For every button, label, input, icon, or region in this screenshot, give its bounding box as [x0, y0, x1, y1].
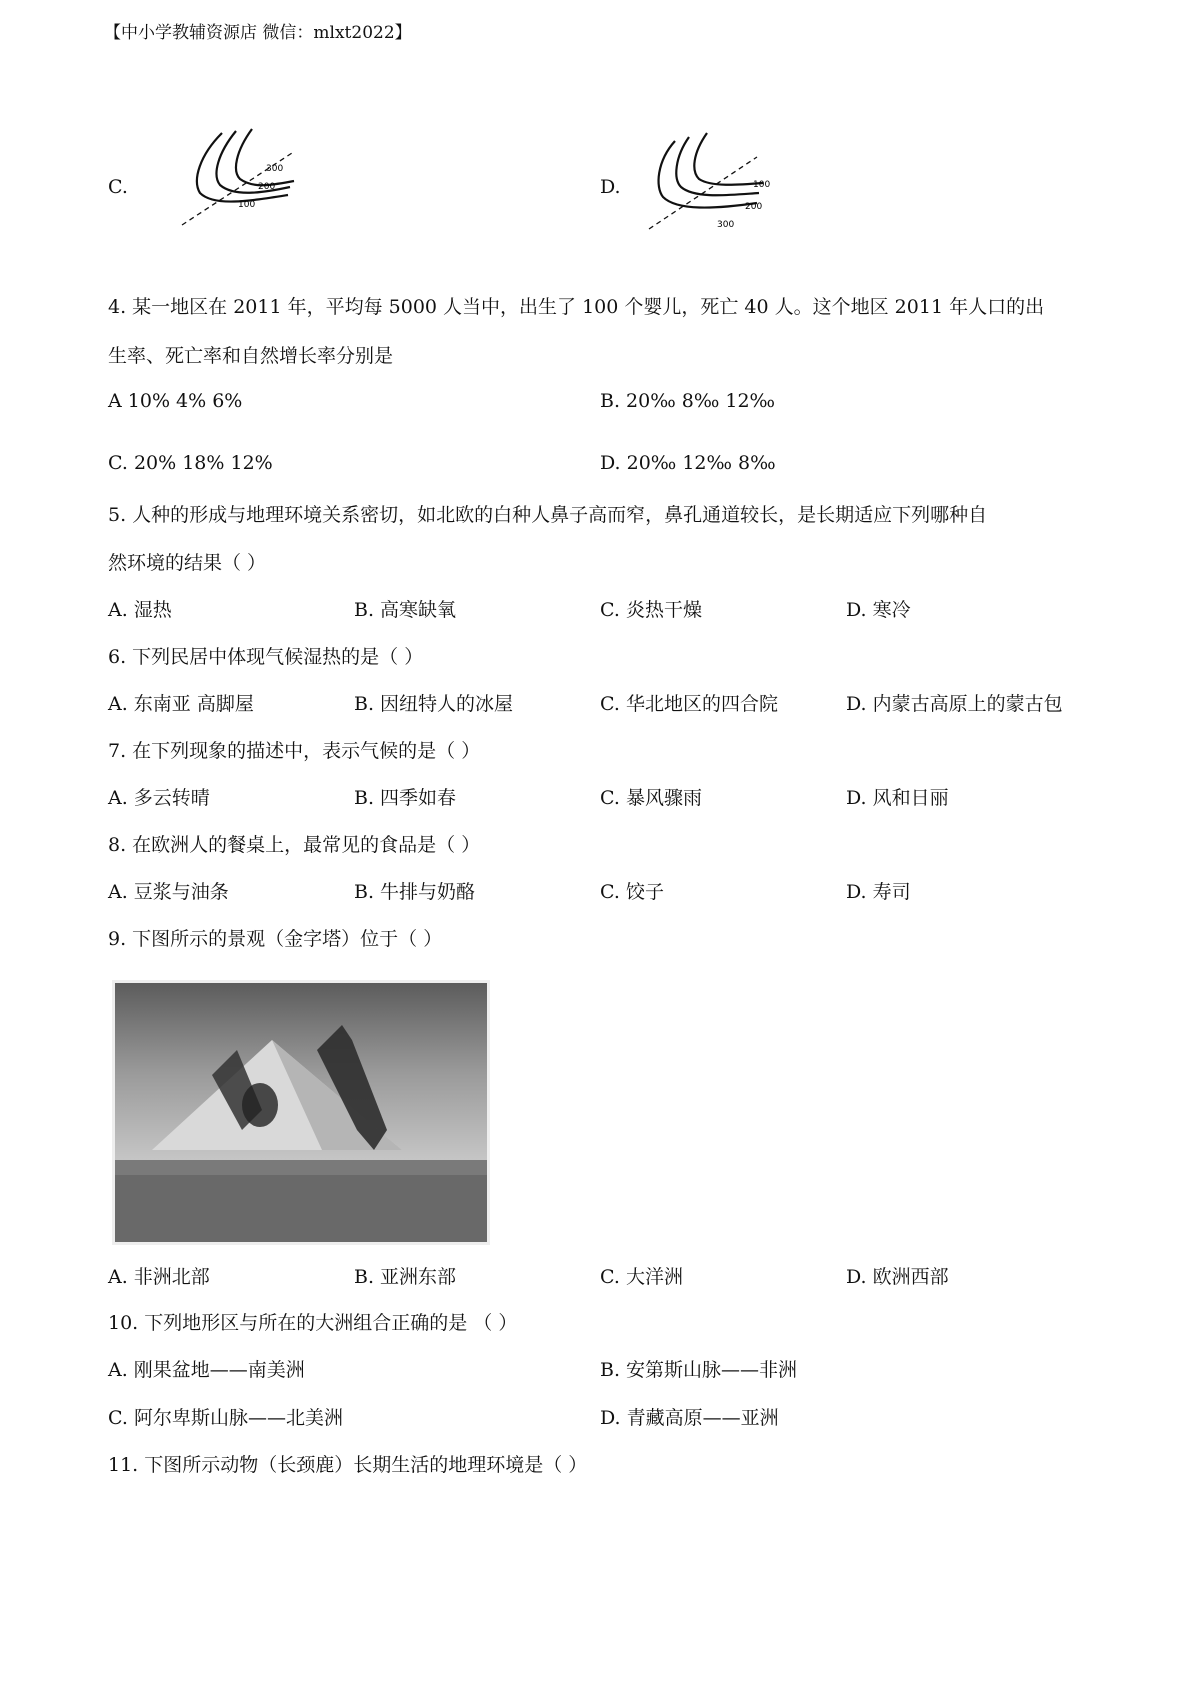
q6-option-b[interactable]: B. 因纽特人的冰屋 [354, 693, 514, 715]
q7-option-b[interactable]: B. 四季如春 [354, 787, 457, 809]
q10-option-b[interactable]: B. 安第斯山脉——非洲 [600, 1359, 798, 1381]
contour-line-100 [694, 133, 763, 185]
pyramid-photo [112, 980, 490, 1245]
q9-option-d[interactable]: D. 欧洲西部 [846, 1266, 949, 1288]
q5-question-line-1: 5. 人种的形成与地理环境关系密切，如北欧的白种人鼻子高而窄，鼻孔通道较长，是长期适应下列哪种自 [108, 504, 988, 526]
contour-line-100 [236, 129, 294, 185]
q5-option-b[interactable]: B. 高寒缺氧 [354, 599, 457, 621]
q5-option-a[interactable]: A. 湿热 [108, 599, 172, 621]
q7-option-a[interactable]: A. 多云转晴 [108, 787, 210, 809]
q10-option-c[interactable]: C. 阿尔卑斯山脉——北美洲 [108, 1407, 343, 1429]
q7-option-d[interactable]: D. 风和日丽 [846, 787, 949, 809]
q10-question: 10. 下列地形区与所在的大洲组合正确的是 （ ） [108, 1312, 518, 1334]
ridge-dashed-line [649, 157, 757, 229]
q11-question: 11. 下图所示动物（长颈鹿）长期生活的地理环境是（ ） [108, 1454, 588, 1476]
q9-option-c[interactable]: C. 大洋洲 [600, 1266, 683, 1288]
q3-option-c-label: C. [108, 176, 128, 198]
q5-question-line-2: 然环境的结果（ ） [108, 552, 267, 574]
q4-question-line-2: 生率、死亡率和自然增长率分别是 [108, 345, 394, 367]
q8-question: 8. 在欧洲人的餐桌上，最常见的食品是（ ） [108, 834, 481, 856]
q5-option-d[interactable]: D. 寒冷 [846, 599, 911, 621]
q5-option-c[interactable]: C. 炎热干燥 [600, 599, 702, 621]
page-header: 【中小学教辅资源店 微信：mlxt2022】 [104, 23, 412, 43]
q8-option-c[interactable]: C. 饺子 [600, 881, 664, 903]
q6-option-c[interactable]: C. 华北地区的四合院 [600, 693, 778, 715]
q4-question-line-1: 4. 某一地区在 2011 年，平均每 5000 人当中，出生了 100 个婴儿，死亡 40 人。这个地区 2011 年人口的出 [108, 296, 1045, 318]
q3-option-d-contour-figure [645, 125, 805, 235]
q10-option-a[interactable]: A. 刚果盆地——南美洲 [108, 1359, 305, 1381]
q9-option-b[interactable]: B. 亚洲东部 [354, 1266, 457, 1288]
q6-question: 6. 下列民居中体现气候湿热的是（ ） [108, 646, 424, 668]
q7-question: 7. 在下列现象的描述中，表示气候的是（ ） [108, 740, 481, 762]
q4-option-b[interactable]: B. 20‰ 8‰ 12‰ [600, 390, 776, 412]
q4-option-c[interactable]: C. 20% 18% 12% [108, 452, 273, 474]
contour-label: 200 [258, 182, 276, 192]
q9-question: 9. 下图所示的景观（金字塔）位于（ ） [108, 928, 443, 950]
contour-label: 300 [266, 164, 284, 174]
contour-label: 200 [745, 202, 763, 212]
q8-option-d[interactable]: D. 寿司 [846, 881, 911, 903]
q8-option-a[interactable]: A. 豆浆与油条 [108, 881, 229, 903]
contour-label: 300 [717, 220, 735, 230]
contour-line-200 [676, 137, 759, 195]
q7-option-c[interactable]: C. 暴风骤雨 [600, 787, 702, 809]
q4-option-d[interactable]: D. 20‰ 12‰ 8‰ [600, 452, 776, 474]
q10-option-d[interactable]: D. 青藏高原——亚洲 [600, 1407, 779, 1429]
contour-line-300 [659, 141, 757, 208]
q6-option-d[interactable]: D. 内蒙古高原上的蒙古包 [846, 693, 1063, 715]
q3-option-d-label: D. [600, 176, 621, 198]
q9-option-a[interactable]: A. 非洲北部 [108, 1266, 210, 1288]
contour-label: 100 [753, 180, 771, 190]
q3-option-c-contour-figure [170, 125, 330, 235]
q8-option-b[interactable]: B. 牛排与奶酪 [354, 881, 476, 903]
q6-option-a[interactable]: A. 东南亚 高脚屋 [108, 693, 254, 715]
contour-label: 100 [238, 200, 256, 210]
q4-option-a[interactable]: A 10% 4% 6% [108, 390, 243, 412]
